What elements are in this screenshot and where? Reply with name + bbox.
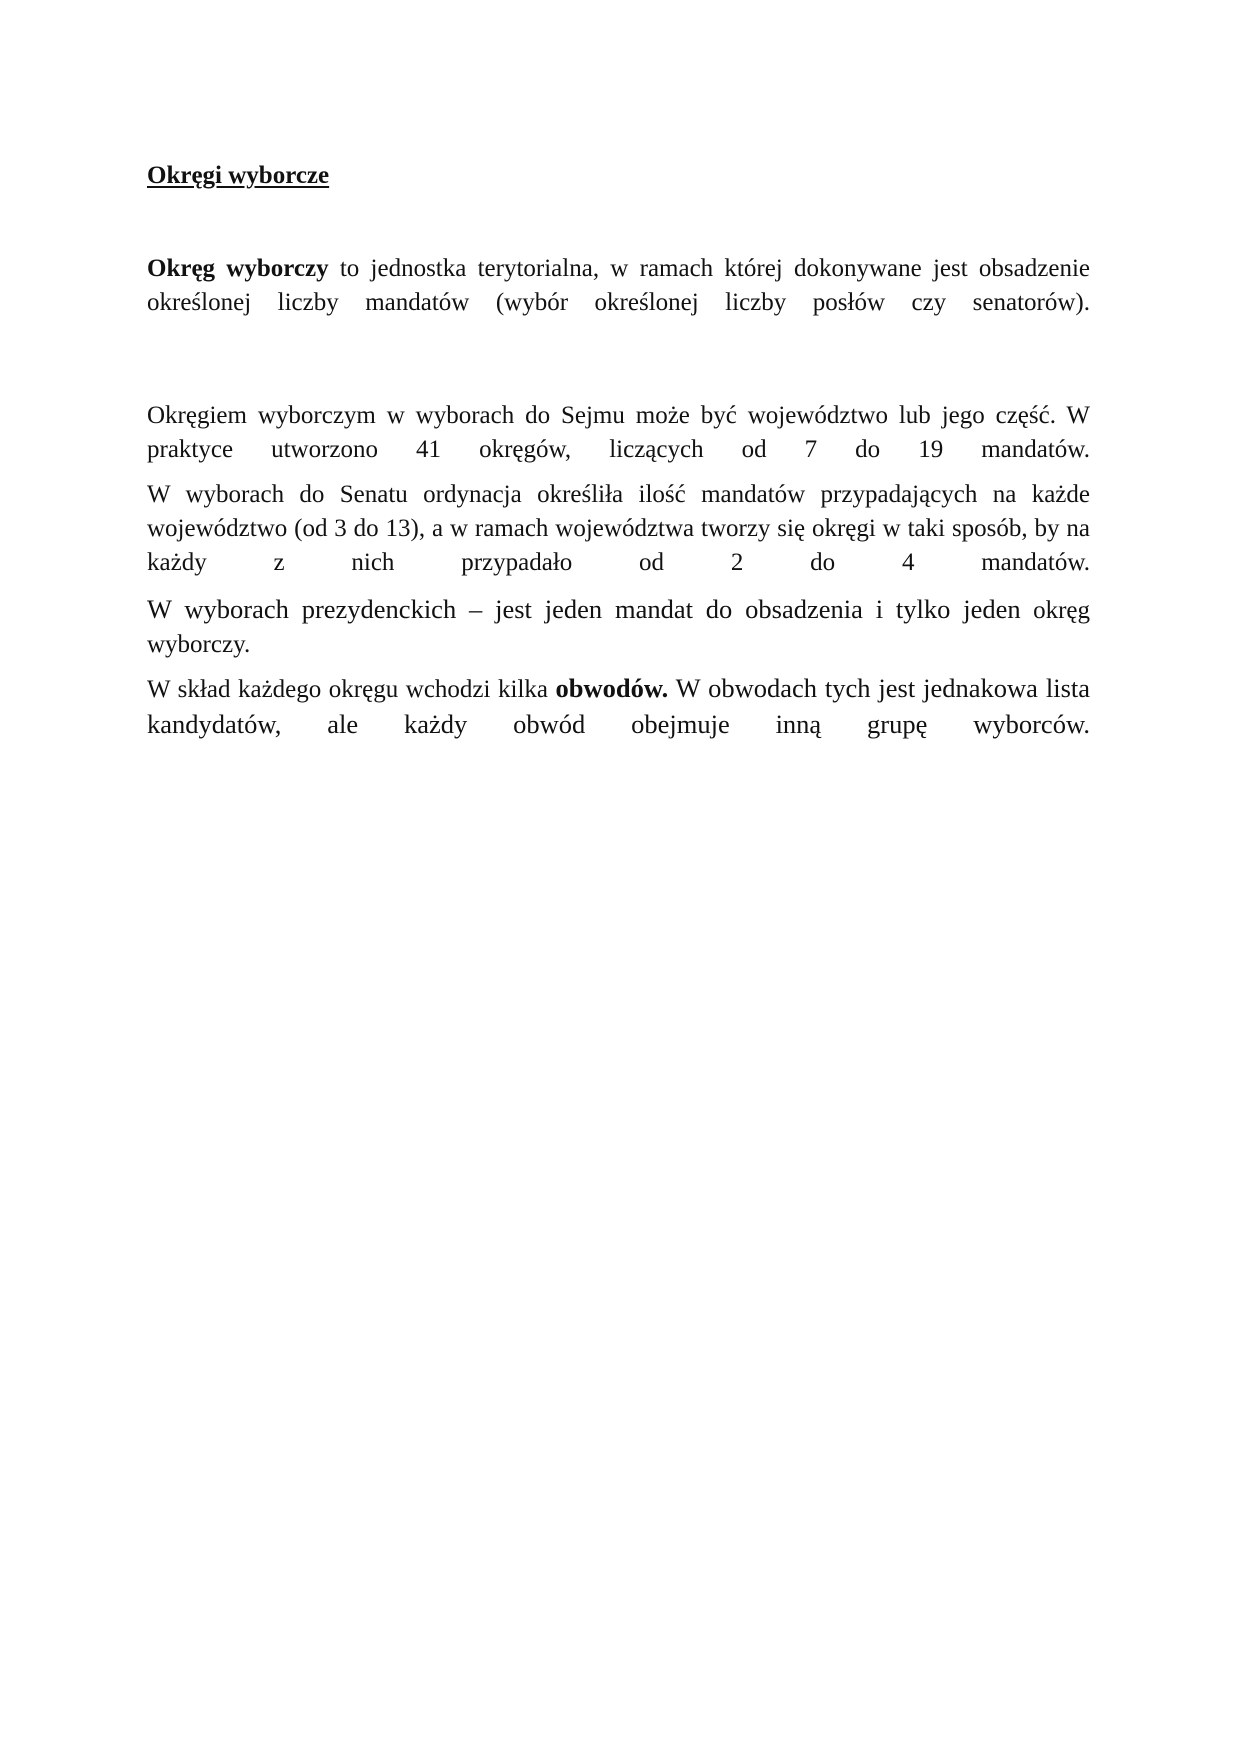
bold-term: Okręg wyborczy: [147, 255, 329, 282]
paragraph-text-start: W skład każdego okręgu wchodzi kilka: [147, 676, 556, 703]
page-title: Okręgi wyborcze: [147, 162, 330, 189]
paragraph-definition: [147, 252, 1090, 354]
paragraph-text: W obwodach tych jest jednakowa lista kandydatów, ale każdy obwód obejmuje inną grupę wyborców.: [147, 673, 1091, 739]
paragraph-text: to jednostka terytorialna, w ramach której dokonywane jest obsadzenie określonej liczby mandatów (wybór określonej liczby posłów czy senatorów).: [147, 255, 1090, 316]
paragraph-text: Okręgiem wyborczym w wyborach do Sejmu może być województwo lub jego część. W praktyce utworzono 41 okręgów, liczących od 7 do 19 mandatów.: [147, 402, 1090, 463]
paragraph-text: W wyborach do Senatu ordynacja określiła ilość mandatów przypadających na każde województwo (od 3 do 13), a w ramach województwa tworzy się okręgi w taki sposób, by na każdy z nich przypadało od 2 do 4 mandatów.: [147, 481, 1090, 576]
paragraph-text: okręg wyborczy.: [147, 597, 1090, 658]
paragraph-obwody: [147, 671, 1090, 777]
bold-term: obwodów.: [555, 673, 669, 703]
paragraph-text-first-line: W wyborach prezydenckich – jest jeden mandat do obsadzenia i tylko jeden: [147, 594, 1021, 624]
